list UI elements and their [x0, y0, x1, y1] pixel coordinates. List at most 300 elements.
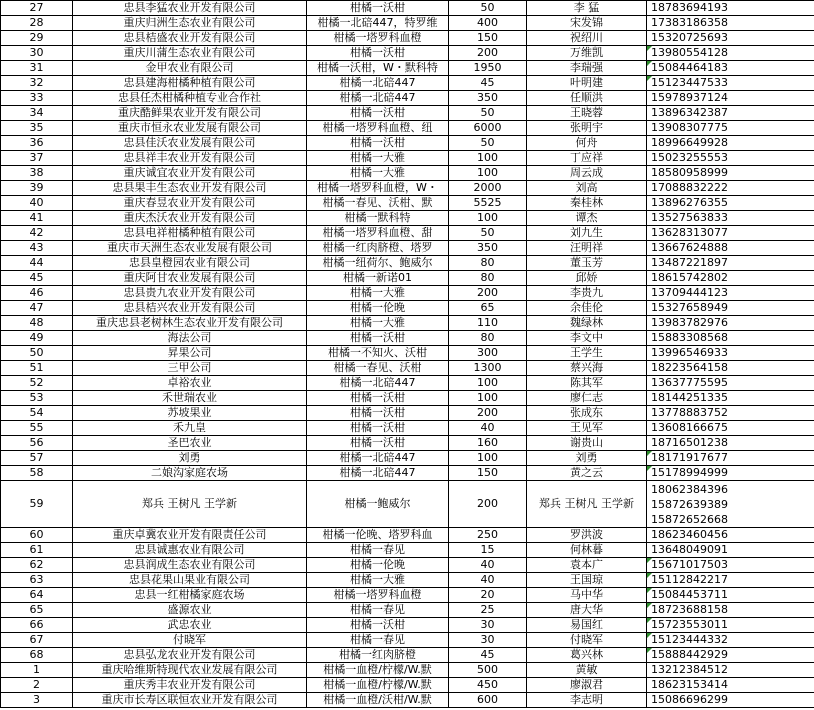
error-indicator-icon — [647, 61, 652, 66]
contact-person: 宋发锦 — [527, 16, 647, 31]
row-number: 48 — [1, 316, 73, 331]
contact-person: 陈其军 — [527, 376, 647, 391]
contact-person: 周云成 — [527, 166, 647, 181]
company-name: 重庆市天洲生态农业发展有限公司 — [73, 241, 307, 256]
company-name: 忠县皇橙园农业有限公司 — [73, 256, 307, 271]
phone-number: 13908307775 — [647, 121, 814, 136]
company-name: 三甲公司 — [73, 361, 307, 376]
variety: 柑橘一塔罗科血橙 — [307, 31, 449, 46]
table-row — [1, 241, 814, 256]
phone-number: 18783694193 — [647, 1, 814, 16]
area: 2000 — [449, 181, 527, 196]
company-name: 忠县桔盛农业开发有限公司 — [73, 31, 307, 46]
error-indicator-icon — [647, 633, 652, 638]
row-number: 50 — [1, 346, 73, 361]
company-name: 重庆杰沃农业开发有限公司 — [73, 211, 307, 226]
row-number: 55 — [1, 421, 73, 436]
company-name: 重庆诚宜农业开发有限公司 — [73, 166, 307, 181]
company-name: 重庆秀丰农业开发有限公司 — [73, 678, 307, 693]
contact-person: 李 猛 — [527, 1, 647, 16]
company-name: 重庆川蒲生态农业有限公司 — [73, 46, 307, 61]
phone-number: 13709444123 — [647, 286, 814, 301]
contact-person: 付晓军 — [527, 633, 647, 648]
phone-number: 15086696299 — [647, 693, 814, 708]
variety: 柑橘一春见、沃柑 — [307, 361, 449, 376]
variety: 柑橘一沃柑，W・默科特 — [307, 61, 449, 76]
area: 30 — [449, 633, 527, 648]
row-number: 58 — [1, 466, 73, 481]
row-number: 47 — [1, 301, 73, 316]
phone-number: 13896276355 — [647, 196, 814, 211]
area: 200 — [449, 46, 527, 61]
phone-number: 18062384396 — [651, 482, 728, 496]
variety: 柑橘一春见 — [307, 543, 449, 558]
contact-person: 蔡兴海 — [527, 361, 647, 376]
variety: 柑橘一北碚447，特罗维 — [307, 16, 449, 31]
phone-number: 18623153414 — [647, 678, 814, 693]
area: 1300 — [449, 361, 527, 376]
row-number: 43 — [1, 241, 73, 256]
variety: 柑橘一伦晚 — [307, 301, 449, 316]
contact-person: 谢贵山 — [527, 436, 647, 451]
area: 450 — [449, 678, 527, 693]
area: 40 — [449, 421, 527, 436]
variety: 柑橘一北碚447 — [307, 451, 449, 466]
contact-person: 易国红 — [527, 618, 647, 633]
contact-person: 邱娇 — [527, 271, 647, 286]
company-name: 重庆春昱农业开发有限公司 — [73, 196, 307, 211]
table-row — [1, 196, 814, 211]
area: 150 — [449, 466, 527, 481]
company-name: 忠县建海柑橘种植有限公司 — [73, 76, 307, 91]
area: 50 — [449, 106, 527, 121]
table-row — [1, 361, 814, 376]
row-number: 64 — [1, 588, 73, 603]
variety: 柑橘一北碚447 — [307, 91, 449, 106]
table-row — [1, 481, 814, 528]
contact-person: 刘高 — [527, 181, 647, 196]
contact-person: 魏绿林 — [527, 316, 647, 331]
area: 100 — [449, 451, 527, 466]
contact-person: 叶明建 — [527, 76, 647, 91]
company-name: 昇果公司 — [73, 346, 307, 361]
phone-number: 18171917677 — [647, 451, 814, 466]
company-name: 忠县润成生态农业有限公司 — [73, 558, 307, 573]
company-name: 重庆哈维斯特现代农业发展有限公司 — [73, 663, 307, 678]
table-row — [1, 271, 814, 286]
area: 100 — [449, 166, 527, 181]
phone-number: 15872639389 — [651, 497, 728, 511]
area: 150 — [449, 31, 527, 46]
phone-number: 13778883752 — [647, 406, 814, 421]
company-name: 重庆阿甘农业发展有限公司 — [73, 271, 307, 286]
phone-number: 13628313077 — [647, 226, 814, 241]
company-name: 重庆市长寿区联恒农业开发有限公司 — [73, 693, 307, 708]
company-name: 重庆忠县老树林生态农业开发有限公司 — [73, 316, 307, 331]
company-name: 忠县李猛农业开发有限公司 — [73, 1, 307, 16]
area: 50 — [449, 136, 527, 151]
contact-person: 刘勇 — [527, 451, 647, 466]
area: 200 — [449, 481, 527, 528]
phone-number: 13980554128 — [647, 46, 814, 61]
phone-number: 15888442929 — [647, 648, 814, 663]
variety: 柑橘一血橙/柠檬/W.默 — [307, 678, 449, 693]
error-indicator-icon — [647, 558, 652, 563]
row-number: 33 — [1, 91, 73, 106]
variety: 柑橘一沃柑 — [307, 391, 449, 406]
variety: 柑橘一沃柑 — [307, 421, 449, 436]
variety: 柑橘一春见、沃柑、默 — [307, 196, 449, 211]
row-number: 52 — [1, 376, 73, 391]
contact-person: 汪明祥 — [527, 241, 647, 256]
contact-person: 任顺洪 — [527, 91, 647, 106]
company-name: 忠县诚惠农业有限公司 — [73, 543, 307, 558]
phone-number: 13608166675 — [647, 421, 814, 436]
error-indicator-icon — [647, 573, 652, 578]
error-indicator-icon — [647, 588, 652, 593]
phone-number: 15883308568 — [647, 331, 814, 346]
company-name: 重庆市恒永农业发展有限公司 — [73, 121, 307, 136]
phone-number: 18144251335 — [647, 391, 814, 406]
phone-number: 15023255553 — [647, 151, 814, 166]
company-name: 苏坡果业 — [73, 406, 307, 421]
row-number: 42 — [1, 226, 73, 241]
variety: 柑橘一塔罗科血橙 — [307, 588, 449, 603]
variety: 柑橘一大雅 — [307, 286, 449, 301]
row-number: 36 — [1, 136, 73, 151]
area: 110 — [449, 316, 527, 331]
table-row — [1, 618, 814, 633]
table-row — [1, 16, 814, 31]
row-number: 46 — [1, 286, 73, 301]
area: 30 — [449, 618, 527, 633]
table-row — [1, 31, 814, 46]
contact-person: 张成东 — [527, 406, 647, 421]
variety: 柑橘一塔罗科血橙、纽 — [307, 121, 449, 136]
company-name: 卓裕农业 — [73, 376, 307, 391]
phone-number-cell — [647, 481, 814, 528]
company-name: 付晓军 — [73, 633, 307, 648]
company-name: 忠县祥丰农业开发有限公司 — [73, 151, 307, 166]
phone-number: 13212384512 — [647, 663, 814, 678]
company-name: 金甲农业有限公司 — [73, 61, 307, 76]
row-number: 68 — [1, 648, 73, 663]
area: 100 — [449, 376, 527, 391]
contact-person: 董玉芳 — [527, 256, 647, 271]
table-row — [1, 391, 814, 406]
table-row — [1, 558, 814, 573]
table-row — [1, 693, 814, 708]
table-row — [1, 316, 814, 331]
contact-person: 秦桂林 — [527, 196, 647, 211]
row-number: 65 — [1, 603, 73, 618]
company-name: 忠县任杰柑橘种植专业合作社 — [73, 91, 307, 106]
variety: 柑橘一大雅 — [307, 151, 449, 166]
phone-number: 15178994999 — [647, 466, 814, 481]
phone-number: 15872652668 — [651, 512, 728, 526]
variety: 柑橘一大雅 — [307, 573, 449, 588]
area: 6000 — [449, 121, 527, 136]
error-indicator-icon — [647, 451, 652, 456]
phone-number: 15084453711 — [647, 588, 814, 603]
phone-number: 18996649928 — [647, 136, 814, 151]
variety: 柑橘一红肉脐橙 — [307, 648, 449, 663]
contact-person: 李瑞强 — [527, 61, 647, 76]
phone-number: 15671017503 — [647, 558, 814, 573]
row-number: 57 — [1, 451, 73, 466]
contact-person: 廖仁志 — [527, 391, 647, 406]
area: 200 — [449, 286, 527, 301]
variety: 柑橘一沃柑 — [307, 436, 449, 451]
contact-person: 袁本广 — [527, 558, 647, 573]
contact-person: 祝绍川 — [527, 31, 647, 46]
contact-person: 谭杰 — [527, 211, 647, 226]
phone-number: 15327658949 — [647, 301, 814, 316]
area: 40 — [449, 558, 527, 573]
company-name: 刘勇 — [73, 451, 307, 466]
table-row — [1, 528, 814, 543]
row-number: 44 — [1, 256, 73, 271]
company-name: 禾世瑞农业 — [73, 391, 307, 406]
variety: 柑橘一沃柑 — [307, 331, 449, 346]
row-number: 62 — [1, 558, 73, 573]
row-number: 63 — [1, 573, 73, 588]
variety: 柑橘一红肉脐橙、塔罗 — [307, 241, 449, 256]
table-row — [1, 46, 814, 61]
table-row — [1, 1, 814, 16]
company-name: 禾九皇 — [73, 421, 307, 436]
phone-number: 18723688158 — [647, 603, 814, 618]
row-number: 66 — [1, 618, 73, 633]
area: 25 — [449, 603, 527, 618]
contact-person: 黄之云 — [527, 466, 647, 481]
row-number: 59 — [1, 481, 73, 528]
error-indicator-icon — [647, 603, 652, 608]
area: 100 — [449, 391, 527, 406]
variety: 柑橘一北碚447 — [307, 466, 449, 481]
row-number: 49 — [1, 331, 73, 346]
area: 45 — [449, 648, 527, 663]
contact-person: 张明宇 — [527, 121, 647, 136]
area: 250 — [449, 528, 527, 543]
variety: 柑橘一沃柑 — [307, 136, 449, 151]
phone-number: 13527563833 — [647, 211, 814, 226]
table-row — [1, 436, 814, 451]
row-number: 39 — [1, 181, 73, 196]
error-indicator-icon — [647, 618, 652, 623]
table-row — [1, 588, 814, 603]
area: 50 — [449, 226, 527, 241]
row-number: 2 — [1, 678, 73, 693]
row-number: 30 — [1, 46, 73, 61]
variety: 柑橘一血橙/沃柑/W.默 — [307, 693, 449, 708]
phone-number: 17088832222 — [647, 181, 814, 196]
phone-number: 13487221897 — [647, 256, 814, 271]
variety: 柑橘一春见 — [307, 633, 449, 648]
row-number: 1 — [1, 663, 73, 678]
contact-person: 葛兴林 — [527, 648, 647, 663]
row-number: 34 — [1, 106, 73, 121]
company-name: 重庆归洲生态农业有限公司 — [73, 16, 307, 31]
area: 100 — [449, 211, 527, 226]
row-number: 61 — [1, 543, 73, 558]
area: 65 — [449, 301, 527, 316]
company-name: 忠县佳沃农业发展有限公司 — [73, 136, 307, 151]
table-row — [1, 421, 814, 436]
phone-number: 18580958999 — [647, 166, 814, 181]
phone-number: 15123444332 — [647, 633, 814, 648]
table-row — [1, 121, 814, 136]
area: 20 — [449, 588, 527, 603]
phone-number: 15123447533 — [647, 76, 814, 91]
error-indicator-icon — [647, 76, 652, 81]
variety: 柑橘一大雅 — [307, 316, 449, 331]
contact-person: 郑兵 王树凡 王学新 — [527, 481, 647, 528]
area: 80 — [449, 256, 527, 271]
variety: 柑橘一塔罗科血橙、甜 — [307, 226, 449, 241]
company-name: 重庆卓冀农业开发有限责任公司 — [73, 528, 307, 543]
phone-number: 15723553011 — [647, 618, 814, 633]
table-row — [1, 301, 814, 316]
table-row — [1, 648, 814, 663]
table-row — [1, 663, 814, 678]
table-row — [1, 331, 814, 346]
phone-number: 18223564158 — [647, 361, 814, 376]
contact-person: 罗洪波 — [527, 528, 647, 543]
variety: 柑橘一沃柑 — [307, 406, 449, 421]
company-name: 忠县贵九农业开发有限公司 — [73, 286, 307, 301]
variety: 柑橘一沃柑 — [307, 1, 449, 16]
row-number: 54 — [1, 406, 73, 421]
phone-number: 18615742802 — [647, 271, 814, 286]
table-row — [1, 406, 814, 421]
row-number: 60 — [1, 528, 73, 543]
variety: 柑橘一春见 — [307, 603, 449, 618]
table-row — [1, 166, 814, 181]
phone-number: 15112842217 — [647, 573, 814, 588]
row-number: 28 — [1, 16, 73, 31]
row-number: 40 — [1, 196, 73, 211]
table-row — [1, 256, 814, 271]
row-number: 35 — [1, 121, 73, 136]
variety: 柑橘一伦晚 — [307, 558, 449, 573]
contact-person: 何舟 — [527, 136, 647, 151]
company-name: 盛源农业 — [73, 603, 307, 618]
row-number: 51 — [1, 361, 73, 376]
contact-person: 王国琼 — [527, 573, 647, 588]
contact-person: 李贵九 — [527, 286, 647, 301]
contact-person: 丁应祥 — [527, 151, 647, 166]
table-row — [1, 633, 814, 648]
table-row — [1, 286, 814, 301]
variety: 柑橘一纽荷尔、鲍威尔 — [307, 256, 449, 271]
row-number: 53 — [1, 391, 73, 406]
phone-number: 17383186358 — [647, 16, 814, 31]
contact-person: 李志明 — [527, 693, 647, 708]
row-number: 3 — [1, 693, 73, 708]
variety: 柑橘一沃柑 — [307, 106, 449, 121]
variety: 柑橘一血橙/柠檬/W.默 — [307, 663, 449, 678]
contact-person: 何林暮 — [527, 543, 647, 558]
phone-number: 15320725693 — [647, 31, 814, 46]
table-row — [1, 61, 814, 76]
area: 40 — [449, 573, 527, 588]
company-name: 郑兵 王树凡 王学新 — [73, 481, 307, 528]
variety: 柑橘一大雅 — [307, 166, 449, 181]
contact-person: 余佳伦 — [527, 301, 647, 316]
row-number: 27 — [1, 1, 73, 16]
company-name: 圣巴农业 — [73, 436, 307, 451]
row-number: 29 — [1, 31, 73, 46]
phone-number: 13667624888 — [647, 241, 814, 256]
table-row — [1, 573, 814, 588]
row-number: 37 — [1, 151, 73, 166]
variety: 柑橘一鲍威尔 — [307, 481, 449, 528]
phone-number: 18623460456 — [647, 528, 814, 543]
table-row — [1, 226, 814, 241]
error-indicator-icon — [647, 46, 652, 51]
area: 5525 — [449, 196, 527, 211]
table-row — [1, 151, 814, 166]
phone-number: 13996546933 — [647, 346, 814, 361]
table-row — [1, 136, 814, 151]
error-indicator-icon — [647, 648, 652, 653]
contact-person: 王晓蓉 — [527, 106, 647, 121]
phone-number: 18716501238 — [647, 436, 814, 451]
area: 160 — [449, 436, 527, 451]
phone-number: 15978937124 — [647, 91, 814, 106]
company-name: 海法公司 — [73, 331, 307, 346]
contact-person: 刘九生 — [527, 226, 647, 241]
variety: 柑橘一新诺01 — [307, 271, 449, 286]
area: 350 — [449, 91, 527, 106]
table-row — [1, 543, 814, 558]
table-row — [1, 91, 814, 106]
table-row — [1, 466, 814, 481]
row-number: 45 — [1, 271, 73, 286]
area: 45 — [449, 76, 527, 91]
variety: 柑橘一不知火、沃柑 — [307, 346, 449, 361]
contact-person: 李文中 — [527, 331, 647, 346]
row-number: 41 — [1, 211, 73, 226]
phone-number: 13983782976 — [647, 316, 814, 331]
area: 350 — [449, 241, 527, 256]
company-name: 忠县一红柑橘家庭农场 — [73, 588, 307, 603]
variety: 柑橘一北碚447 — [307, 76, 449, 91]
contact-person: 王见军 — [527, 421, 647, 436]
row-number: 31 — [1, 61, 73, 76]
area: 80 — [449, 271, 527, 286]
variety: 柑橘一塔罗科血橙，W・ — [307, 181, 449, 196]
contact-person: 黄敏 — [527, 663, 647, 678]
area: 1950 — [449, 61, 527, 76]
table-row — [1, 376, 814, 391]
table-row — [1, 211, 814, 226]
area: 200 — [449, 406, 527, 421]
company-name: 忠县桔兴农业开发有限公司 — [73, 301, 307, 316]
contact-person: 马中华 — [527, 588, 647, 603]
company-name: 忠县果丰生态农业开发有限公司 — [73, 181, 307, 196]
table-row — [1, 106, 814, 121]
area: 100 — [449, 151, 527, 166]
variety: 柑橘一伦晚、塔罗科血 — [307, 528, 449, 543]
area: 50 — [449, 1, 527, 16]
variety: 柑橘一北碚447 — [307, 376, 449, 391]
phone-number: 13637775595 — [647, 376, 814, 391]
company-name: 忠县电祥柑橘种植有限公司 — [73, 226, 307, 241]
row-number: 56 — [1, 436, 73, 451]
variety: 柑橘一沃柑 — [307, 46, 449, 61]
